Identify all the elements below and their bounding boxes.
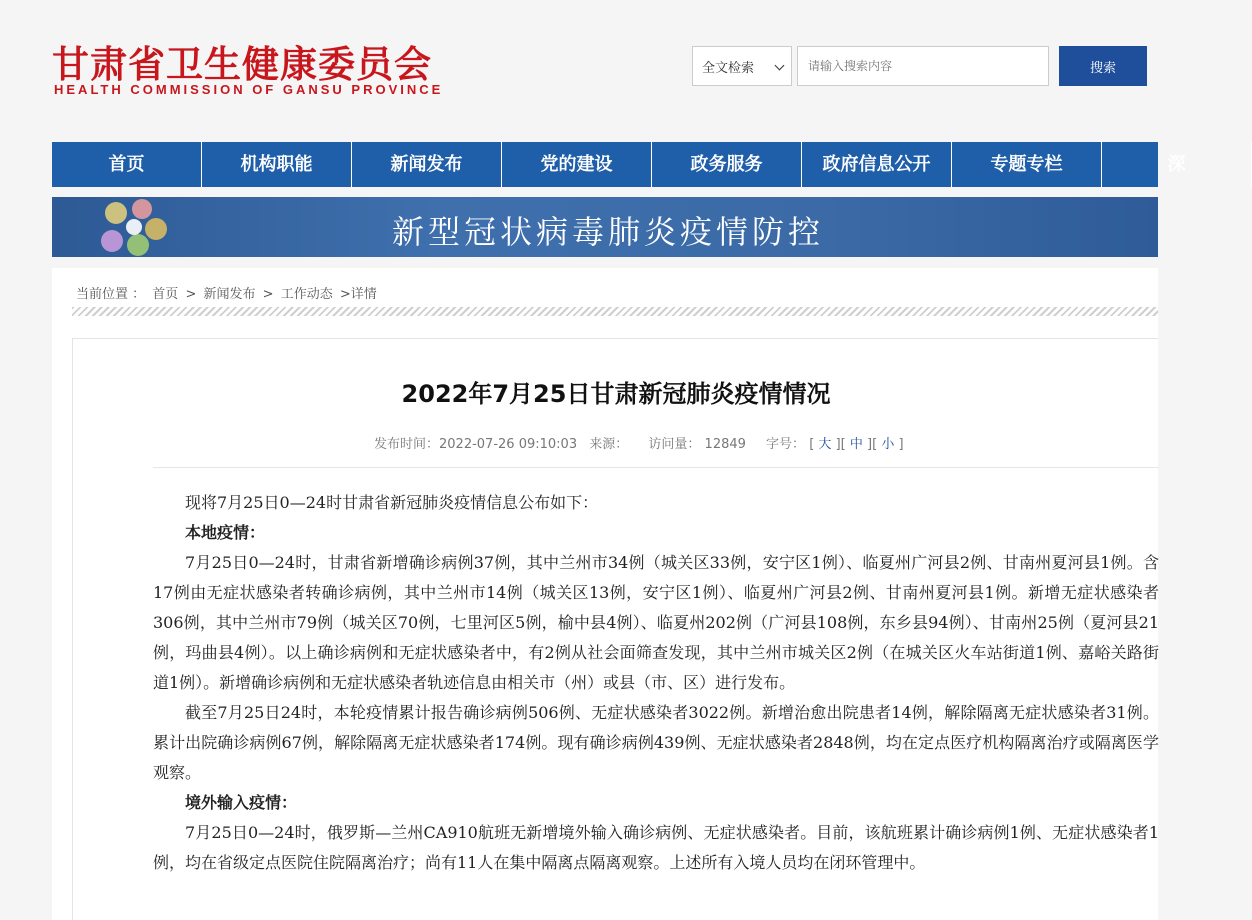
- section-heading-imported: 境外输入疫情：: [185, 793, 298, 812]
- breadcrumb-label: 当前位置 ：: [76, 287, 146, 302]
- article-paragraph: 现将7月25日0—24时甘肃省新冠肺炎疫情信息公布如下：: [185, 493, 599, 512]
- font-size-large-link[interactable]: 大: [818, 437, 832, 452]
- views-label: 访问量：: [648, 437, 701, 452]
- site-logo-title[interactable]: 甘肃省卫生健康委员会: [52, 43, 432, 86]
- site-header: [0, 0, 1158, 142]
- publish-time-label: 发布时间：: [374, 437, 440, 452]
- article-body: [153, 488, 1159, 878]
- breadcrumb-work-updates[interactable]: 工作动态: [280, 287, 333, 302]
- font-size-small-link[interactable]: 小: [881, 437, 895, 452]
- source-label: 来源：: [589, 437, 629, 452]
- article-title: 2022年7月25日甘肃新冠肺炎疫情情况: [401, 380, 831, 408]
- search-input[interactable]: [797, 46, 1049, 86]
- title-divider: [153, 467, 1159, 468]
- breadcrumb-separator: >: [262, 287, 274, 302]
- banner-title: 新型冠状病毒肺炎疫情防控: [392, 213, 825, 251]
- publish-time: 2022-07-26 09:10:03: [439, 437, 578, 452]
- search-button[interactable]: 搜索: [1059, 46, 1147, 86]
- breadcrumb: [76, 283, 380, 302]
- site-logo-subtitle: HEALTH COMMISSION OF GANSU PROVINCE: [54, 82, 444, 97]
- search-scope-select[interactable]: [692, 46, 792, 86]
- nav-item-disclosure[interactable]: 政府信息公开: [802, 142, 952, 187]
- breadcrumb-separator: >: [185, 287, 197, 302]
- breadcrumb-home[interactable]: 首页: [152, 287, 179, 302]
- font-size-label: 字号：: [766, 437, 806, 452]
- article-paragraph: 7月25日0—24时，俄罗斯—兰州CA910航班无新增境外输入确诊病例、无症状感染者。目前，该航班累计确诊病例1例、无症状感染者1例，均在省级定点医院住院隔离治疗；尚有11人在集中隔离点隔离观察。上述所有入境人员均在闭环管理中。: [153, 823, 1159, 872]
- nav-item-topics[interactable]: 专题专栏: [952, 142, 1102, 187]
- nav-item-functions[interactable]: 机构职能: [202, 142, 352, 187]
- nav-item-news[interactable]: 新闻发布: [352, 142, 502, 187]
- nav-item-home[interactable]: 首页: [52, 142, 202, 187]
- breadcrumb-news[interactable]: 新闻发布: [203, 287, 256, 302]
- epidemic-banner[interactable]: [52, 197, 1158, 257]
- section-heading-local: 本地疫情：: [185, 523, 266, 542]
- nav-item-party[interactable]: 党的建设: [502, 142, 652, 187]
- article-paragraph: 7月25日0—24时，甘肃省新增确诊病例37例，其中兰州市34例（城关区33例，安宁区1例）、临夏州广河县2例、甘南州夏河县1例。含17例由无症状感染者转确诊病例，其中兰州市14例（城关区13例，安宁区1例）、临夏州广河县2例、甘南州夏河县1例。新增无症状感染者306例，其中兰州市79例（城关区70例，七里河区5例，榆中县4例）、临夏州202例（广河县108例，东乡县94例）、甘南州25例（夏河县21例，玛曲县4例）。以上确诊病例和无症状感染者中，有2例从社会面筛查发现，其中兰州市城关区2例（在城关区火车站街道1例、嘉峪关路街道1例）。新增确诊病例和无症状感染者轨迹信息由相关市（州）或县（市、区）进行发布。: [153, 553, 1159, 692]
- article: [72, 338, 1158, 920]
- breadcrumb-current: >详情: [339, 287, 377, 302]
- article-paragraph: 截至7月25日24时，本轮疫情累计报告确诊病例506例、无症状感染者3022例。新增治愈出院患者14例，解除隔离无症状感染者31例。累计出院确诊病例67例，解除隔离无症状感染者174例。现有确诊病例439例、无症状感染者2848例，均在定点医疗机构隔离治疗或隔离医学观察。: [153, 703, 1159, 782]
- font-size-medium-link[interactable]: 中: [849, 437, 863, 452]
- nav-item-more[interactable]: 深: [1102, 142, 1252, 187]
- search-scope-value: 全文检索: [702, 60, 755, 76]
- flower-logo-icon: [94, 197, 174, 257]
- views-count: 12849: [704, 437, 746, 452]
- nav-item-services[interactable]: 政务服务: [652, 142, 802, 187]
- chevron-down-icon: [775, 61, 785, 71]
- main-nav: [52, 142, 1186, 187]
- hatched-divider: [72, 307, 1158, 316]
- article-meta: 发布时间：2022-07-26 09:10:03 来源： 访问量： 12849 字号： [ 大 ][ 中 ][ 小 ]: [374, 437, 904, 452]
